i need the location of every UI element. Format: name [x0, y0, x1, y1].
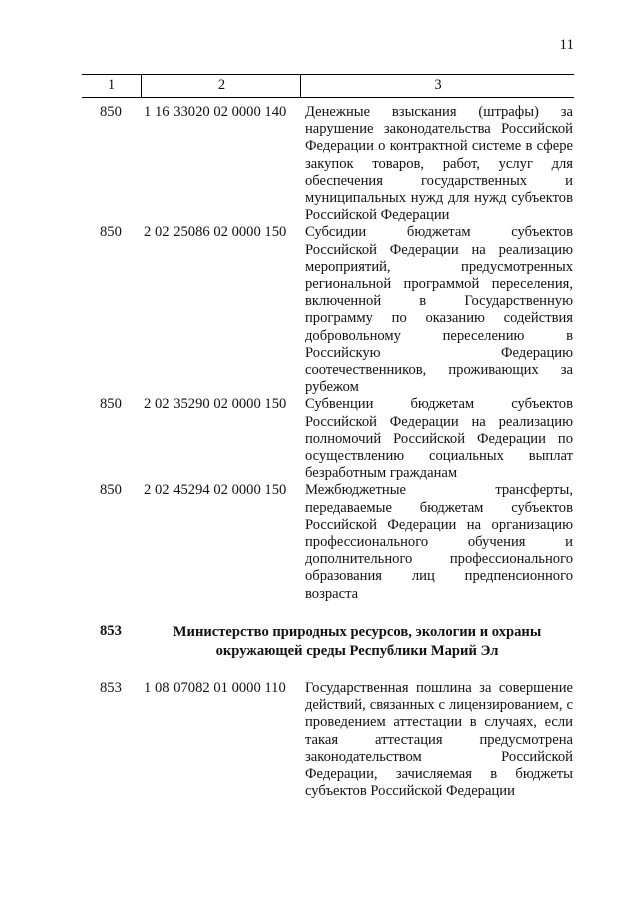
admin-code: 850: [100, 396, 122, 413]
revenue-description: Межбюджетные трансферты, передаваемые бюджетам субъектов Российской Федерации на организацию профессионального обучения и дополнительного профессионального образования лиц предпенсионного возраста: [305, 482, 573, 602]
budget-code: 2 02 45294 02 0000 150: [144, 482, 287, 499]
table-row: [0, 224, 636, 396]
budget-code: 1 08 07082 01 0000 110: [144, 679, 286, 696]
column-header-3: 3: [300, 75, 575, 97]
budget-code: 2 02 25086 02 0000 150: [144, 224, 287, 241]
page-number: 11: [559, 37, 574, 53]
table-body: [0, 104, 636, 800]
table-row: [0, 680, 636, 800]
ministry-heading-row: [0, 623, 636, 661]
table-header: [82, 74, 574, 98]
admin-code: 850: [100, 482, 122, 499]
revenue-description: Субсидии бюджетам субъектов Российской Федерации на реализацию мероприятий, предусмотренных региональной программой переселения, включенной в Государственную программу по оказанию содействия добровольному переселению в Российскую Федерацию соотечественников, проживающих за рубежом: [305, 224, 573, 396]
column-header-1: 1: [107, 77, 116, 93]
admin-code: 850: [100, 104, 122, 120]
admin-code: 850: [100, 224, 122, 241]
ministry-code: 853: [100, 622, 122, 639]
revenue-description: Государственная пошлина за совершение действий, связанных с лицензированием, с проведением аттестации в случаях, если такая аттестация предусмотрена законодательством Российской Федерации, зачисляемая в бюджеты субъектов Российской Федерации: [305, 679, 573, 800]
budget-code: 1 16 33020 02 0000 140: [144, 104, 287, 120]
admin-code: 853: [100, 679, 122, 696]
table-row: [0, 104, 636, 224]
column-header-2: 2: [141, 75, 301, 97]
table-row: [0, 396, 636, 482]
revenue-description: Денежные взыскания (штрафы) за нарушение законодательства Российской Федерации о контрактной системе в сфере закупок товаров, работ, услуг для обеспечения государственных и муниципальных нужд для нужд субъектов Российской Федерации: [305, 104, 573, 224]
table-row: [0, 482, 636, 602]
revenue-description: Субвенции бюджетам субъектов Российской Федерации на реализацию полномочий Российской Федерации по осуществлению социальных выплат безработным гражданам: [305, 396, 573, 482]
budget-code: 2 02 35290 02 0000 150: [144, 396, 287, 413]
ministry-title: Министерство природных ресурсов, экологии и охраны окружающей среды Республики Марий Эл: [172, 623, 542, 659]
